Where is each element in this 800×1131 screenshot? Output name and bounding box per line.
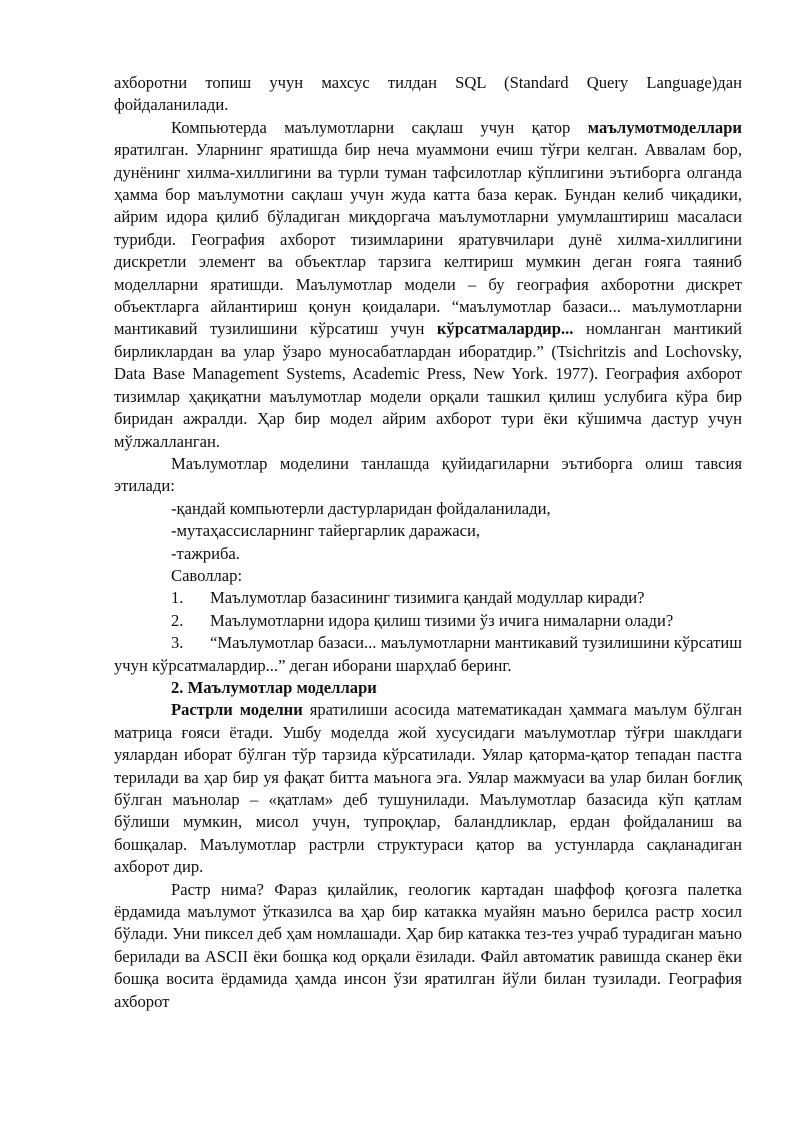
paragraph-what-is-raster: Растр нима? Фараз қилайлик, геологик картадан шаффоф қоғозга палетка ёрдамида маълумот ўтказилса ва ҳар бир катакка муайян маъно берилса растр хосил бўлади. Уни пиксел деб ҳам номлашади. Ҳар бир катакка тез-тез учраб турадиган маъно берилади ва ASCII ёки бошқа код орқали ёзилади. Файл автоматик равишда сканер ёки бошқа восита ёрдамида ҳамда инсон ўзи яратилган йўли билан тузилади. География ахборот bbox=[114, 879, 742, 1011]
question-text: Маълумотларни идора қилиш тизими ўз ичига нималарни олади? bbox=[210, 610, 674, 630]
question-number: 3. bbox=[171, 633, 184, 653]
question-number: 1. bbox=[171, 588, 184, 608]
list-item: -мутаҳассисларнинг тайергарлик даражаси, bbox=[171, 521, 480, 541]
section-heading: 2. Маълумотлар моделлари bbox=[171, 677, 377, 697]
list-item: -қандай компьютерли дастурларидан фойдаланилади, bbox=[171, 498, 551, 518]
question-item bbox=[114, 610, 742, 632]
paragraph-raster-model bbox=[114, 699, 742, 878]
question-item bbox=[114, 632, 742, 677]
paragraph-text: яратилган. Уларнинг яратишда бир неча муаммони ечиш тўғри келган. Аввалам бор, дунёнинг хилма-хиллигини ва турли туман тафсилотлар кўплигини эътиборга олганда ҳамма бор маълумотни сақлаш учун жуда катта база керак. Бундан келиб чиқадики, айрим идора қилиб бўладиган миқдоргача маълумотларни умумлаштириш масаласи турибди. География ахборот тизимларини яратувчилари дунё хилма-хиллигини дискретли элемент ва объектлар тарзига келтириш мумкин деган ғояга таяниб моделларни яратишди. Маълумотлар модели – бу география ахборотни дискрет объектларга айлантириш қонун қоидалари. “маълумотлар базаси... маълумотларни мантикавий тузилишини кўрсатиш учун bbox=[114, 140, 742, 339]
question-item bbox=[114, 587, 742, 609]
bold-term-raster-model: Растрли моделни bbox=[171, 700, 303, 720]
question-text: “Маълумотлар базаси... маълумотларни мантикавий тузилишини кўрсатиш учун кўрсатмалардир...” деган иборани шарҳлаб беринг. bbox=[114, 633, 742, 675]
paragraph-text: номланган мантикий бирликлардан ва улар ўзаро муносабатлардан иборатдир.” (Tsichritzis and Lochovsky, Data Base Management Systems, Academic Press, New York. 1977). География ахборот тизимлар ҳақиқатни маълумотлар модели орқали ташкил қилиш услубига кўра бир биридан ажралди. Ҳар бир модел айрим ахборот тури ёки кўшимча дастур учун мўлжалланган. bbox=[114, 319, 742, 451]
paragraph-text: Компьютерда маълумотларни сақлаш учун қатор bbox=[171, 117, 588, 137]
paragraph-sql: ахборотни топиш учун махсус тилдан SQL (Standard Query Language)дан фойдаланилади. bbox=[114, 73, 742, 115]
paragraph-model-selection: Маълумотлар моделини танлашда қуйидагиларни эътиборга олиш тавсия этилади: bbox=[114, 453, 742, 496]
bold-term-instructions: кўрсатмалардир... bbox=[436, 319, 574, 339]
questions-label: Саволлар: bbox=[171, 565, 243, 585]
question-number: 2. bbox=[171, 610, 184, 630]
question-text: Маълумотлар базасининг тизимига қандай модуллар киради? bbox=[210, 588, 645, 608]
bold-term-data-models: маълумотмоделлари bbox=[587, 117, 742, 137]
paragraph-data-models bbox=[114, 117, 742, 453]
list-item: -тажриба. bbox=[171, 543, 240, 563]
paragraph-text: яратилиши асосида математикадан ҳаммага маълум бўлган матрица ғояси ётади. Ушбу моделда жой хусусидаги маълумотлар тўғри шаклдаги уялардан иборат бўлган тўр тарзида кўрсатилади. Уялар қаторма-қатор тепадан пастга терилади ва ҳар бир уя фақат битта маънога эга. Уялар мажмуаси ва улар билан боғлиқ бўлган маънолар – «қатлам» деб тушунилади. Маълумотлар базасида кўп қатлам бўлиши мумкин, мисол учун, тупроқлар, баландликлар, ердан фойдаланиш ва бошқалар. Маълумотлар растрли структураси қатор ва устунларда сақланадиган ахборот дир. bbox=[114, 700, 742, 877]
document-page bbox=[114, 72, 742, 1013]
